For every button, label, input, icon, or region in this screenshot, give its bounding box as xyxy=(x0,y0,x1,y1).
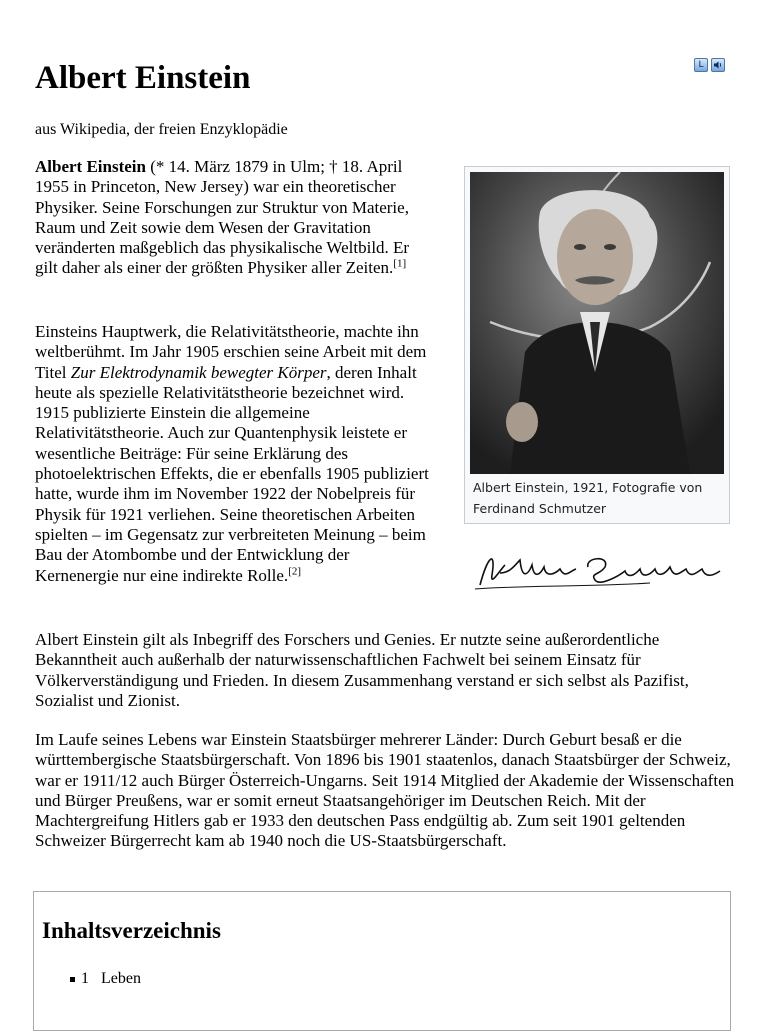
page-title: Albert Einstein xyxy=(35,60,251,96)
intro-paragraph-1-text: (* 14. März 1879 in Ulm; † 18. April 1955 in Princeton, New Jersey) war ein theoretischer Physiker. Seine Forschungen zur Struktur von Materie, Raum und Zeit sowie dem Wesen der Gravitation veränderten maßgeblich das physikalische Weltbild. Er gilt daher als einer der größten Physiker aller Zeiten. xyxy=(35,157,410,278)
signature-image xyxy=(470,545,732,595)
speaker-glyph xyxy=(713,60,723,70)
bullet-icon xyxy=(70,977,75,982)
einstein-portrait[interactable] xyxy=(470,172,724,474)
reference-link-1[interactable]: [1] xyxy=(393,257,407,270)
audio-tools xyxy=(694,58,725,72)
toc-item-leben[interactable] xyxy=(70,970,141,988)
listen-icon[interactable]: L xyxy=(694,58,708,72)
portrait-illustration xyxy=(470,172,724,474)
toc-item-number: 1 xyxy=(81,970,89,987)
toc-list xyxy=(70,970,141,988)
toc-item-label: Leben xyxy=(101,970,141,987)
reference-link-2[interactable]: [2] xyxy=(288,564,302,577)
table-of-contents xyxy=(33,891,731,1031)
intro-paragraph-2 xyxy=(35,322,435,586)
intro-paragraph-2-before: Einsteins Hauptwerk, die Relativitätstheorie, machte ihn weltberühmt. Im Jahr 1905 erschien seine Arbeit mit dem Titel xyxy=(35,322,427,382)
body-paragraph-3: Albert Einstein gilt als Inbegriff des Forschers und Genies. Er nutzte seine außerordentliche Bekanntheit auch außerhalb der naturwissenschaftlichen Fachwelt bei seinem Einsatz für Völkerverständigung und Frieden. In diesem Zusammenhang verstand er sich selbst als Pazifist, Sozialist und Zionist. xyxy=(35,630,689,710)
toc-title: Inhaltsverzeichnis xyxy=(42,918,221,943)
body-paragraph-4: Im Laufe seines Lebens war Einstein Staatsbürger mehrerer Länder: Durch Geburt besaß er die württembergische Staatsbürgerschaft. Von 1896 bis 1901 staatenlos, danach Staatsbürger der Schweiz, war er 1911/12 auch Bürger Österreich-Ungarns. Seit 1914 Mitglied der Akademie der Wissenschaften und Bürger Preußens, war er somit erneut Staatsangehöriger im Deutschen Reich. Mit der Machtergreifung Hitlers gab er 1933 den deutschen Pass endgültig ab. Zum seit 1901 geltenden Schweizer Bürgerrecht kam ab 1940 noch die US-Staatsbürgerschaft. xyxy=(35,730,735,851)
portrait-caption: Albert Einstein, 1921, Fotografie von Ferdinand Schmutzer xyxy=(473,480,703,516)
intro-paragraph-1 xyxy=(35,157,435,279)
subject-name: Albert Einstein xyxy=(35,157,146,176)
work-title: Zur Elektrodynamik bewegter Körper xyxy=(70,362,327,382)
intro-paragraph-2-after: , deren Inhalt heute als spezielle Relativitätstheorie bezeichnet wird. 1915 publizierte Einstein die allgemeine Relativitätstheorie. Auch zur Quantenphysik leistete er wesentliche Beiträge: Für seine Erklärung des photoelektrischen Effekts, die er ebenfalls 1905 publiziert hatte, wurde ihm im November 1922 der Nobelpreis für Physik für 1921 verliehen. Seine theoretischen Arbeiten spielten – im Gegensatz zur verbreiteten Meinung – beim Bau der Atombombe und der Entwicklung der Kernenergie nur eine indirekte Rolle. xyxy=(35,362,429,585)
portrait-figure xyxy=(464,166,730,524)
speaker-icon[interactable] xyxy=(711,58,725,72)
site-tagline: aus Wikipedia, der freien Enzyklopädie xyxy=(35,121,288,138)
